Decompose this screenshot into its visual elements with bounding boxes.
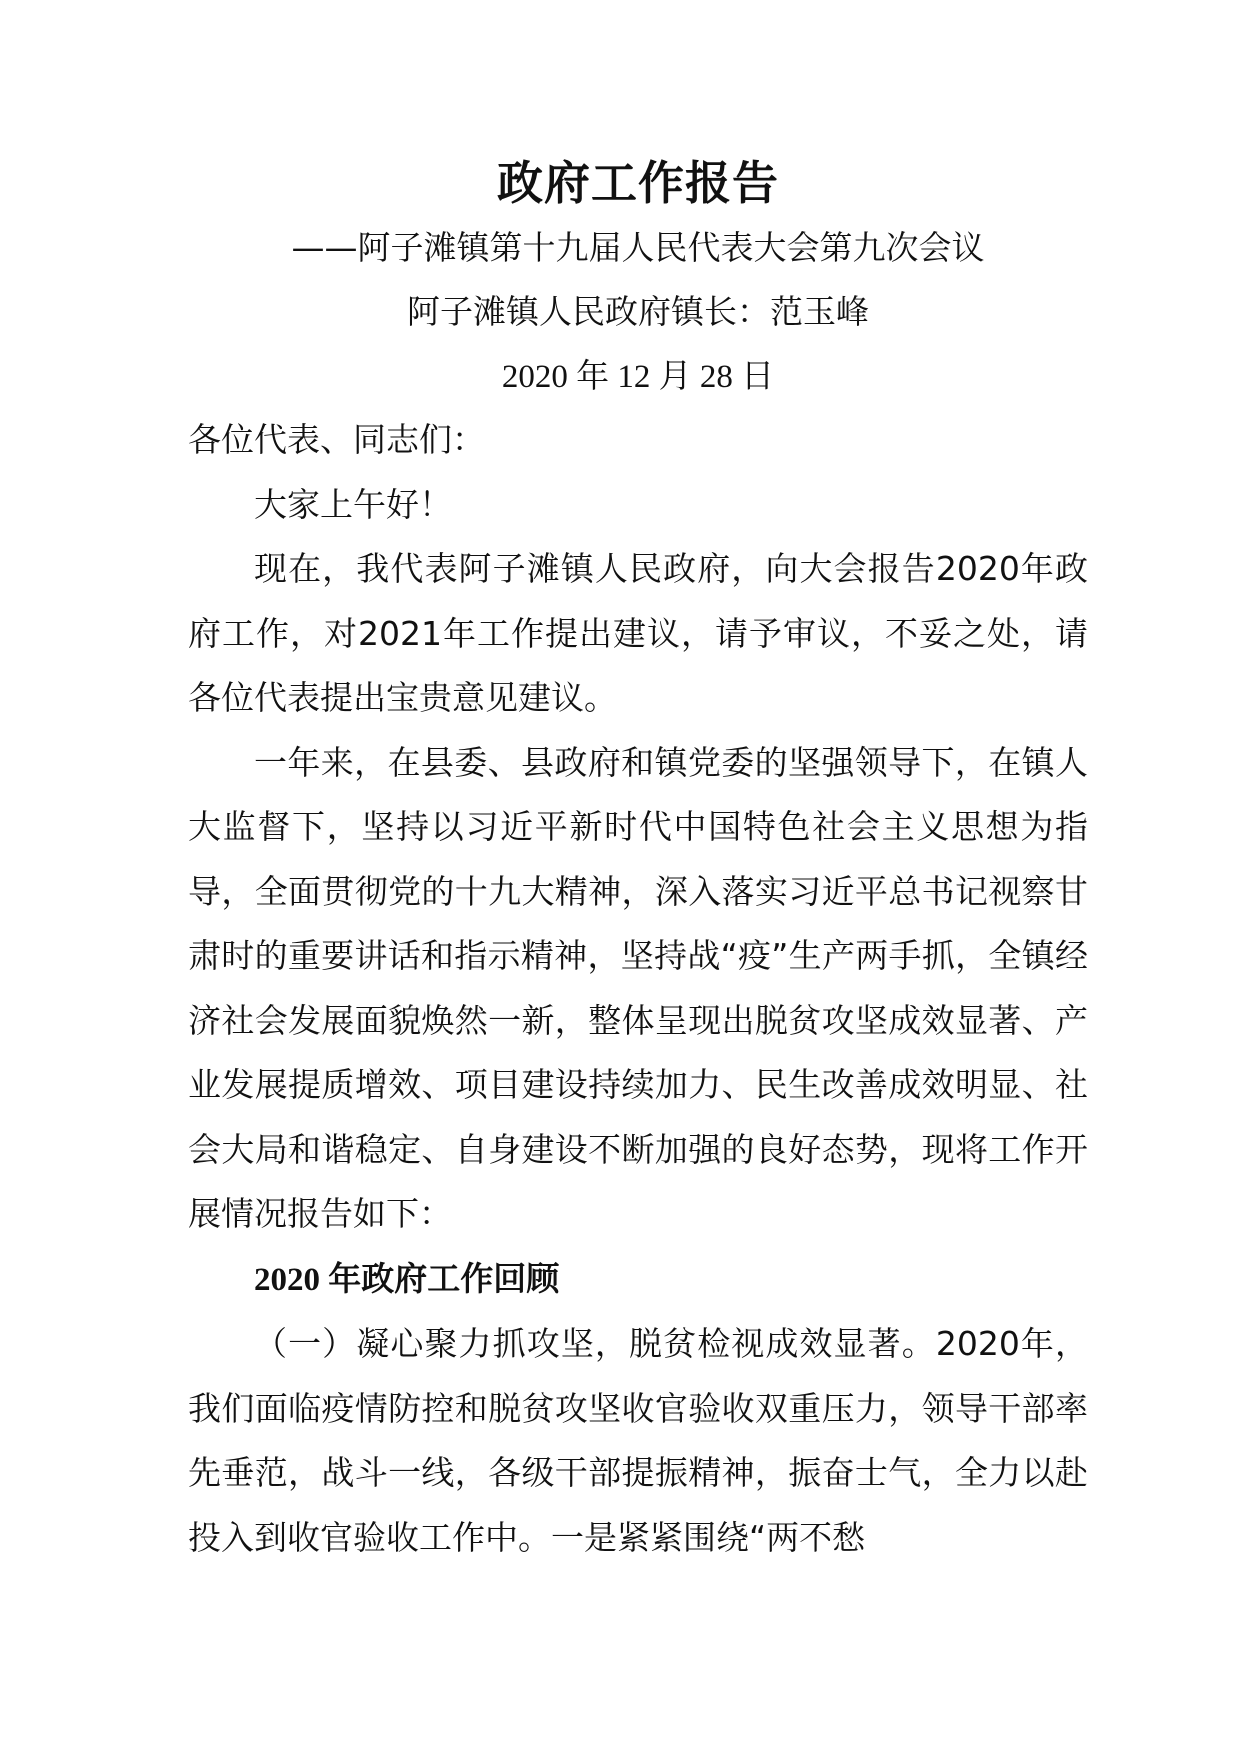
section-heading-year: 2020 xyxy=(254,1261,320,1298)
document-subtitle: ——阿子滩镇第十九届人民代表大会第九次会议 xyxy=(291,228,985,267)
speaker-line: 阿子滩镇人民政府镇长：范玉峰 xyxy=(407,292,869,331)
salutation: 各位代表、同志们： xyxy=(188,420,485,459)
date-month-unit: 月 xyxy=(658,356,692,395)
date-day: 28 xyxy=(699,359,733,395)
summary-paragraph: 一年来，在县委、县政府和镇党委的坚强领导下，在镇人大监督下，坚持以习近平新时代中国特色社会主义思想为指导，全面贯彻党的十九大精神，深入落实习近平总书记视察甘肃时的重要讲话和指示精神，坚持战“疫”生产两手抓，全镇经济社会发展面貌焕然一新，整体呈现出脱贫攻坚成效显著、产业发展提质增效、项目建设持续加力、民生改善成效明显、社会大局和谐稳定、自身建设不断加强的良好态势，现将工作开展情况报告如下： xyxy=(188,742,1088,1233)
section-paragraph: （一）凝心聚力抓攻坚，脱贫检视成效显著。2020年，我们面临疫情防控和脱贫攻坚收官验收双重压力，领导干部率先垂范，战斗一线，各级干部提振精神，振奋士气，全力以赴投入到收官验收工作中。一是紧紧围绕“两不愁 xyxy=(188,1324,1088,1557)
document-title: 政府工作报告 xyxy=(497,156,779,210)
section-heading-text: 年政府工作回顾 xyxy=(328,1258,560,1298)
document-page xyxy=(188,150,1088,1570)
date-year: 2020 xyxy=(501,359,568,395)
report-date xyxy=(188,344,1088,408)
date-day-unit: 日 xyxy=(741,356,775,395)
intro-paragraph: 现在，我代表阿子滩镇人民政府，向大会报告2020年政府工作，对2021年工作提出建议，请予审议，不妥之处，请各位代表提出宝贵意见建议。 xyxy=(188,549,1088,717)
date-year-unit: 年 xyxy=(576,356,610,395)
greeting: 大家上午好！ xyxy=(254,484,452,524)
date-month: 12 xyxy=(617,359,651,395)
section-heading xyxy=(188,1247,1088,1313)
